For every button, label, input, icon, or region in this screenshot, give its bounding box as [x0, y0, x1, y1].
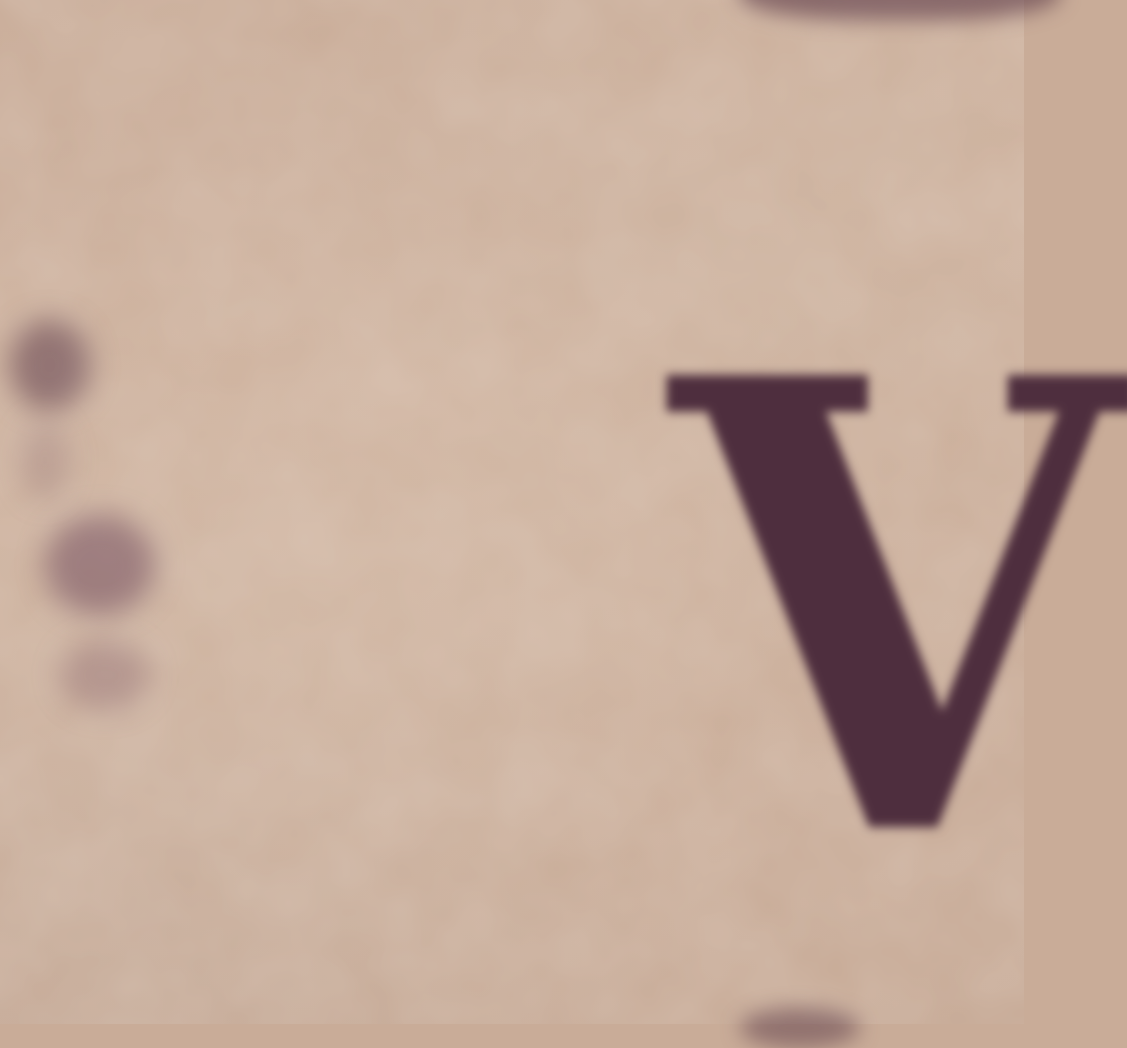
- ink-smudge: [20, 420, 70, 500]
- ink-fragment-bottom: [740, 1008, 860, 1048]
- ink-smudge: [60, 640, 150, 710]
- ink-smudge: [45, 515, 155, 615]
- ink-smudge: [10, 320, 90, 410]
- letter-v: V: [670, 246, 1127, 974]
